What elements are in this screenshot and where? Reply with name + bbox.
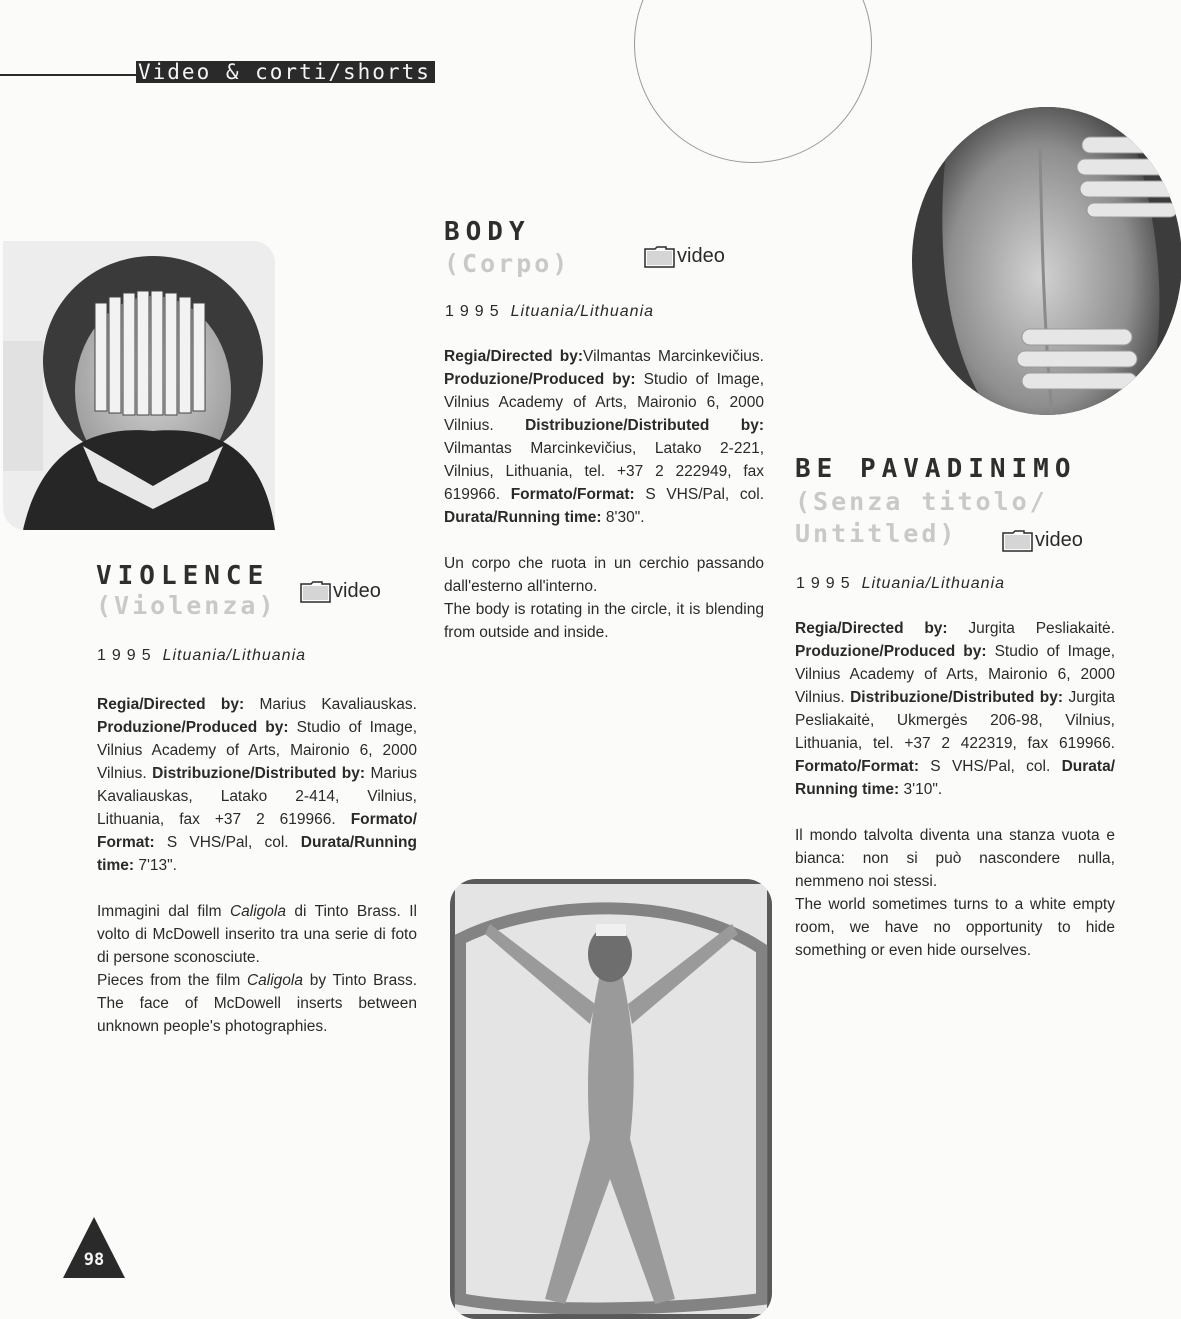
film-title-violence: VIOLENCE xyxy=(96,561,270,591)
film-text-violence xyxy=(97,693,417,1038)
video-badge-label: video xyxy=(677,245,725,267)
synopsis-en-be-pavadinimo: The world sometimes turns to a white empty room, we have no opportunity to hide something or even hide ourselves. xyxy=(795,896,1115,959)
video-badge-label: video xyxy=(333,580,381,602)
film-text-be-pavadinimo xyxy=(795,617,1115,962)
film-country: Lituania/Lithuania xyxy=(861,575,1006,592)
year-country-be-pavadinimo xyxy=(796,575,1005,593)
film-subtitle-body: (Corpo) xyxy=(444,249,571,278)
film-year: 1995 xyxy=(97,647,157,664)
video-badge-violence xyxy=(300,580,381,603)
synopsis-it-violence: Immagini dal film Caligola di Tinto Brass. Il volto di McDowell inserito tra una serie di foto di persone sconosciute. xyxy=(97,903,417,966)
film-title-be-pavadinimo: BE PAVADINIMO xyxy=(795,454,1077,484)
film-text-body xyxy=(444,345,764,644)
video-badge-be-pavadinimo xyxy=(1002,529,1083,552)
synopsis-it-be-pavadinimo: Il mondo talvolta diventa una stanza vuota e bianca: non si può nascondere nulla, nemmeno noi stessi. xyxy=(795,827,1115,890)
year-country-body xyxy=(445,303,654,321)
section-rule xyxy=(0,74,138,76)
year-country-violence xyxy=(97,647,306,665)
film-subtitle-be-pavadinimo-1: (Senza titolo/ xyxy=(795,487,1048,516)
credits-violence: Regia/Directed by: Marius Kavaliauskas. Produzione/Produced by: Studio of Image, Vilnius Academy of Arts, Maironio 6, 2000 Vilnius. Distribuzione/Distributed by: Marius Kavaliauskas, Latako 2-414, Vilnius, Lithuania, fax +37 2 619966. Formato/ Format: S VHS/Pal, col. Durata/Running time: 7'13". xyxy=(97,696,418,874)
film-country: Lituania/Lithuania xyxy=(162,647,307,664)
credits-be-pavadinimo: Regia/Directed by: Jurgita Pesliakaitė. Produzione/Produced by: Studio of Image, Vilnius Academy of Arts, Maironio 6, 2000 Vilnius. Distribuzione/Distributed by: Jurgita Pesliakaitė, Ukmergės 206-98, Vilnius, Lithuania, tel. +37 2 422319, fax 619966. Formato/Format: S VHS/Pal, col. Durata/ Running time: 3'10". xyxy=(795,620,1116,798)
folder-icon xyxy=(300,581,332,603)
page-number: 98 xyxy=(83,1250,105,1270)
credits-body: Regia/Directed by:Vilmantas Marcinkevičius. Produzione/Produced by: Studio of Image, Vilnius Academy of Arts, Maironio 6, 2000 Vilnius. Distribuzione/Distributed by: Vilmantas Marcinkevičius, Latako 2-221, Vilnius, Lithuania, tel. +37 2 222949, fax 619966. Formato/Format: S VHS/Pal, col. Durata/Running time: 8'30". xyxy=(444,348,765,526)
folder-icon xyxy=(1002,530,1034,552)
film-year: 1995 xyxy=(796,575,856,592)
spread-figure-photo xyxy=(450,879,772,1319)
synopsis-it-body: Un corpo che ruota in un cerchio passando dall'esterno all'interno. xyxy=(444,555,764,595)
film-subtitle-violence: (Violenza) xyxy=(96,591,277,620)
video-badge-body xyxy=(644,245,725,268)
synopsis-en-body: The body is rotating in the circle, it is blending from outside and inside. xyxy=(444,601,764,641)
violence-still-photo xyxy=(3,241,275,530)
decorative-circle xyxy=(634,0,872,163)
synopsis-en-violence: Pieces from the film Caligola by Tinto Brass. The face of McDowell inserts between unknown people's photographies. xyxy=(97,972,417,1035)
video-badge-label: video xyxy=(1035,529,1083,551)
film-year: 1995 xyxy=(445,303,505,320)
film-country: Lituania/Lithuania xyxy=(510,303,655,320)
film-title-body: BODY xyxy=(444,217,531,247)
body-back-photo xyxy=(912,107,1181,415)
film-subtitle-be-pavadinimo-2: Untitled) xyxy=(795,519,958,548)
folder-icon xyxy=(644,246,676,268)
section-label: Video & corti/shorts xyxy=(136,61,435,83)
